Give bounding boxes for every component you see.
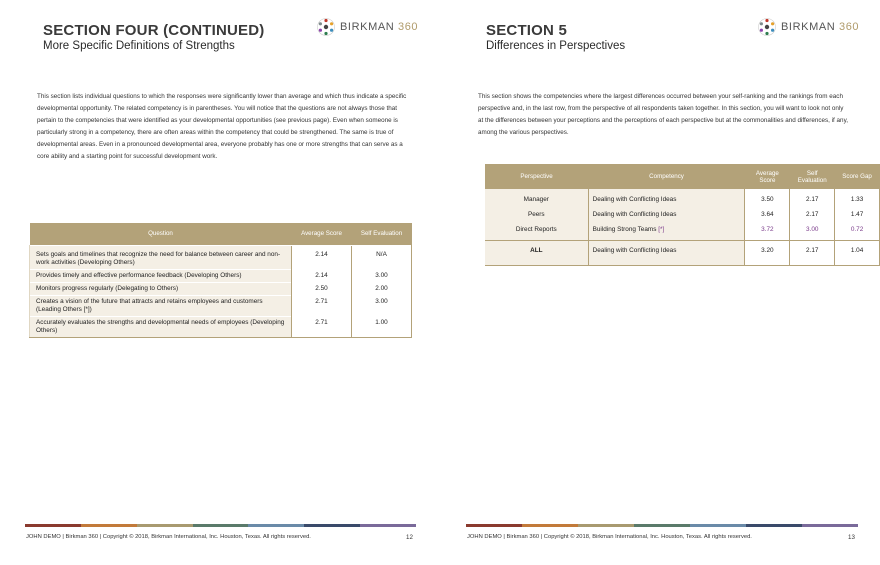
average-score-cell: 2.71 [292, 316, 352, 337]
table-header-row [30, 223, 412, 245]
column-header-self-evaluation: Self Evaluation [790, 164, 835, 189]
self-evaluation-cell: 2.00 [352, 282, 412, 295]
self-evaluation-cell: 2.17 [790, 189, 835, 208]
perspective-cell: Manager [485, 189, 588, 208]
column-header-competency: Competency [588, 164, 745, 189]
question-cell: Sets goals and timelines that recognize the need for balance between career and non-work activities (Developing Others) [30, 245, 292, 269]
perspective-cell: ALL [485, 241, 588, 266]
footer-stripe [466, 524, 858, 527]
footer-stripe [25, 524, 416, 527]
question-cell: Creates a vision of the future that attracts and retains employees and customers (Leading Others [*]) [30, 295, 292, 316]
birkman-logo-icon [316, 17, 336, 37]
page-title: SECTION 5 [486, 22, 567, 39]
average-score-cell: 2.14 [292, 245, 352, 269]
section-intro: This section lists individual questions to which the responses were significantly lower than average and which thus indicate a specific developmental opportunity. The related competency is in parentheses. You will notice that the questions are not always those that pertain to the competencies that were identified as your developmental opportunities (see previous page). Even when someone is particularly strong in a competency, there are often areas within the competency that could be strengthened. The same is true of developmental areas. Even in a pronounced developmental area, everyone probably has one or more strengths that can serve as a core ability and a starting point for successful development work. [37, 93, 407, 161]
column-header-score-gap: Score Gap [835, 164, 880, 189]
perspective-cell: Peers [485, 208, 588, 223]
average-score-cell: 3.50 [745, 189, 790, 208]
page-13 [440, 0, 880, 565]
self-evaluation-cell: N/A [352, 245, 412, 269]
table-row [485, 208, 880, 223]
average-score-cell: 3.64 [745, 208, 790, 223]
self-evaluation-cell: 2.17 [790, 208, 835, 223]
question-cell: Monitors progress regularly (Delegating to Others) [30, 282, 292, 295]
birkman-logo-icon [757, 17, 777, 37]
score-gap-cell: 1.04 [835, 241, 880, 266]
footer-text: JOHN DEMO | Birkman 360 | Copyright © 2018, Birkman International, Inc. Houston, Texas. All rights reserved. [467, 534, 752, 540]
perspectives-table [485, 164, 880, 266]
column-header-average-score: Average Score [745, 164, 790, 189]
competency-cell: Dealing with Conflicting Ideas [588, 241, 745, 266]
page-subtitle: More Specific Definitions of Strengths [43, 40, 235, 52]
self-evaluation-cell: 3.00 [352, 269, 412, 282]
table-header-row [485, 164, 880, 189]
average-score-cell: 3.20 [745, 241, 790, 266]
table-row [30, 269, 412, 282]
page-subtitle: Differences in Perspectives [486, 40, 626, 52]
table-row [30, 316, 412, 337]
self-evaluation-cell: 3.00 [790, 223, 835, 241]
competency-marker: [*] [658, 226, 665, 233]
average-score-cell: 3.72 [745, 223, 790, 241]
table-row [485, 223, 880, 241]
competency-name: Building Strong Teams [592, 226, 657, 233]
page-number: 13 [848, 534, 855, 541]
column-header-self-evaluation: Self Evaluation [352, 223, 412, 245]
page-title: SECTION FOUR (CONTINUED) [43, 22, 265, 39]
brand-name: BIRKMAN [340, 21, 395, 33]
questions-table [29, 223, 412, 338]
brand-number: 360 [397, 21, 419, 33]
score-gap-cell: 0.72 [835, 223, 880, 241]
table-row [30, 245, 412, 269]
score-gap-cell: 1.47 [835, 208, 880, 223]
table-row-all [485, 241, 880, 266]
column-header-average-score: Average Score [292, 223, 352, 245]
page-number: 12 [406, 534, 413, 541]
average-score-cell: 2.14 [292, 269, 352, 282]
birkman-logo [316, 17, 418, 37]
question-cell: Provides timely and effective performance feedback (Developing Others) [30, 269, 292, 282]
perspective-cell: Direct Reports [485, 223, 588, 241]
self-evaluation-cell: 3.00 [352, 295, 412, 316]
brand-number: 360 [838, 21, 860, 33]
self-evaluation-cell: 2.17 [790, 241, 835, 266]
competency-cell: Dealing with Conflicting Ideas [588, 189, 745, 208]
table-row [30, 282, 412, 295]
self-evaluation-cell: 1.00 [352, 316, 412, 337]
birkman-logo [757, 17, 859, 37]
average-score-cell: 2.50 [292, 282, 352, 295]
average-score-cell: 2.71 [292, 295, 352, 316]
score-gap-cell: 1.33 [835, 189, 880, 208]
footer-text: JOHN DEMO | Birkman 360 | Copyright © 2018, Birkman International, Inc. Houston, Texas. All rights reserved. [26, 534, 311, 540]
table-row [30, 295, 412, 316]
competency-cell: Dealing with Conflicting Ideas [588, 208, 745, 223]
question-cell: Accurately evaluates the strengths and developmental needs of employees (Developing Others) [30, 316, 292, 337]
table-row [485, 189, 880, 208]
column-header-question: Question [30, 223, 292, 245]
section-intro: This section shows the competencies where the largest differences occurred between your self-ranking and the rankings from each perspective and, in the last row, from the perspective of all respondents taken together. In this section, you will want to look not only at the differences between your perceptions and the perceptions of each perspective but at the commonalities and differences, if any, among the various perspectives. [478, 93, 848, 137]
brand-name: BIRKMAN [781, 21, 836, 33]
competency-cell [588, 223, 745, 241]
column-header-perspective: Perspective [485, 164, 588, 189]
